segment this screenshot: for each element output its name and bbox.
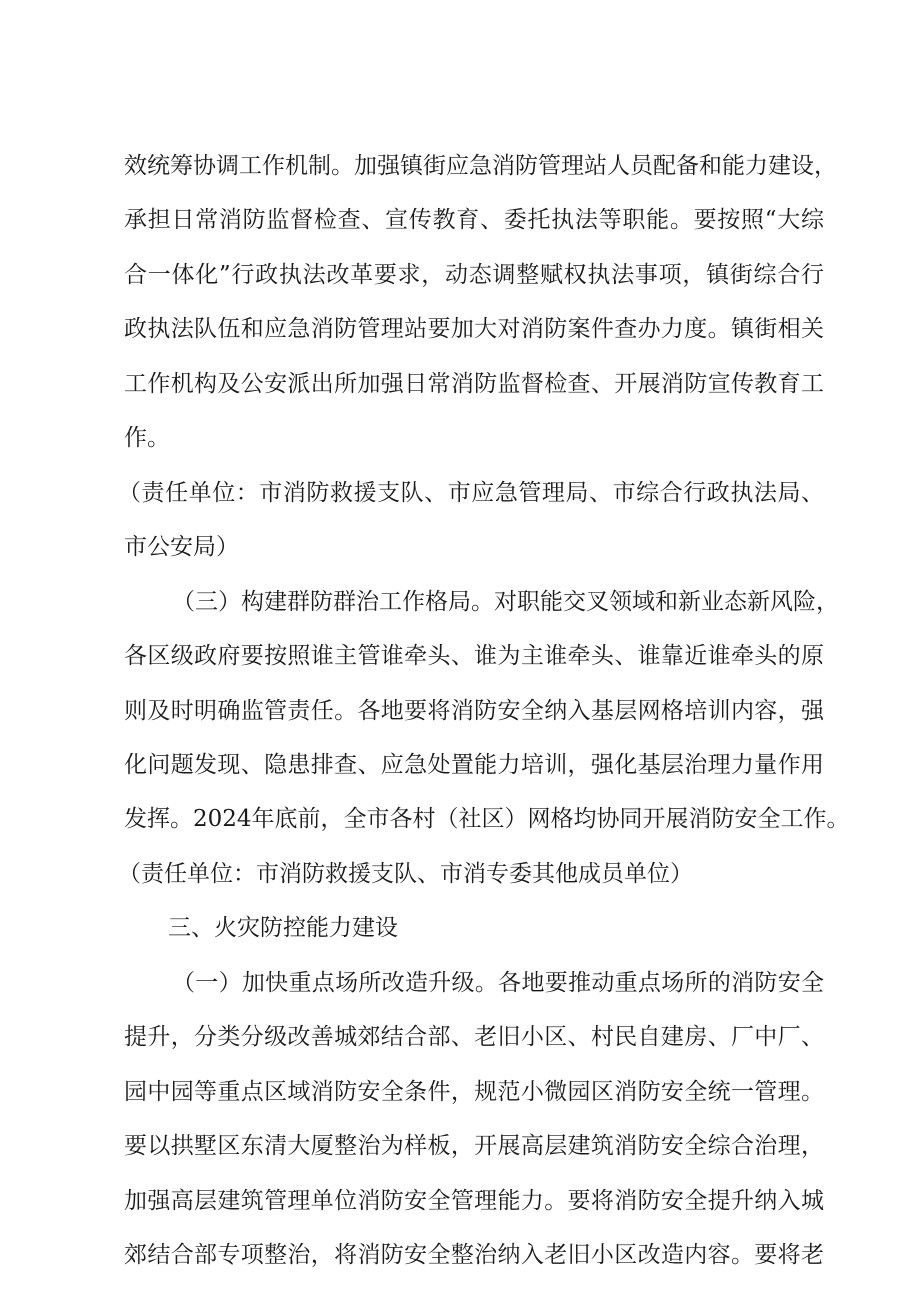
paragraph-line: 政执法队伍和应急消防管理站要加大对消防案件查办力度。镇街相关 [124, 316, 824, 342]
paragraph-line: 郊结合部专项整治，将消防安全整治纳入老旧小区改造内容。要将老 [124, 1242, 824, 1268]
paragraph-line: 园中园等重点区域消防安全条件，规范小微园区消防安全统一管理。 [124, 1079, 824, 1105]
paragraph-line: 加强高层建筑管理单位消防安全管理能力。要将消防安全提升纳入城 [124, 1188, 824, 1214]
responsibility-note: 市公安局） [124, 534, 239, 560]
responsibility-note: （责任单位：市消防救援支队、市应急管理局、市综合行政执法局、 [118, 480, 824, 506]
paragraph-line: （一）加快重点场所改造升级。各地要推动重点场所的消防安全 [172, 970, 824, 996]
paragraph-line: 则及时明确监管责任。各地要将消防安全纳入基层网格培训内容，强 [124, 698, 824, 724]
paragraph-line: 效统筹协调工作机制。加强镇街应急消防管理站人员配备和能力建设， [124, 153, 837, 179]
paragraph-line: 化问题发现、隐患排查、应急处置能力培训，强化基层治理力量作用 [124, 752, 824, 778]
paragraph-line: 各区级政府要按照谁主管谁牵头、谁为主谁牵头、谁靠近谁牵头的原 [124, 643, 824, 669]
section-heading: 三、火灾防控能力建设 [168, 915, 398, 941]
paragraph-line: （三）构建群防群治工作格局。对职能交叉领域和新业态新风险， [172, 589, 839, 615]
paragraph-line: 发挥。2024年底前，全市各村（社区）网格均协同开展消防安全工作。 [124, 806, 850, 832]
paragraph-line: 工作机构及公安派出所加强日常消防监督检查、开展消防宣传教育工 [124, 371, 824, 397]
paragraph-line: 作。 [124, 425, 170, 451]
paragraph-line: 承担日常消防监督检查、宣传教育、委托执法等职能。要按照“大综 [124, 207, 824, 233]
paragraph-line: 合一体化”行政执法改革要求，动态调整赋权执法事项，镇街综合行 [124, 262, 824, 288]
paragraph-line: 要以拱墅区东清大厦整治为样板，开展高层建筑消防安全综合治理， [124, 1133, 824, 1159]
paragraph-line: 提升，分类分级改善城郊结合部、老旧小区、村民自建房、厂中厂、 [124, 1024, 824, 1050]
responsibility-note: （责任单位：市消防救援支队、市消专委其他成员单位） [118, 861, 693, 887]
